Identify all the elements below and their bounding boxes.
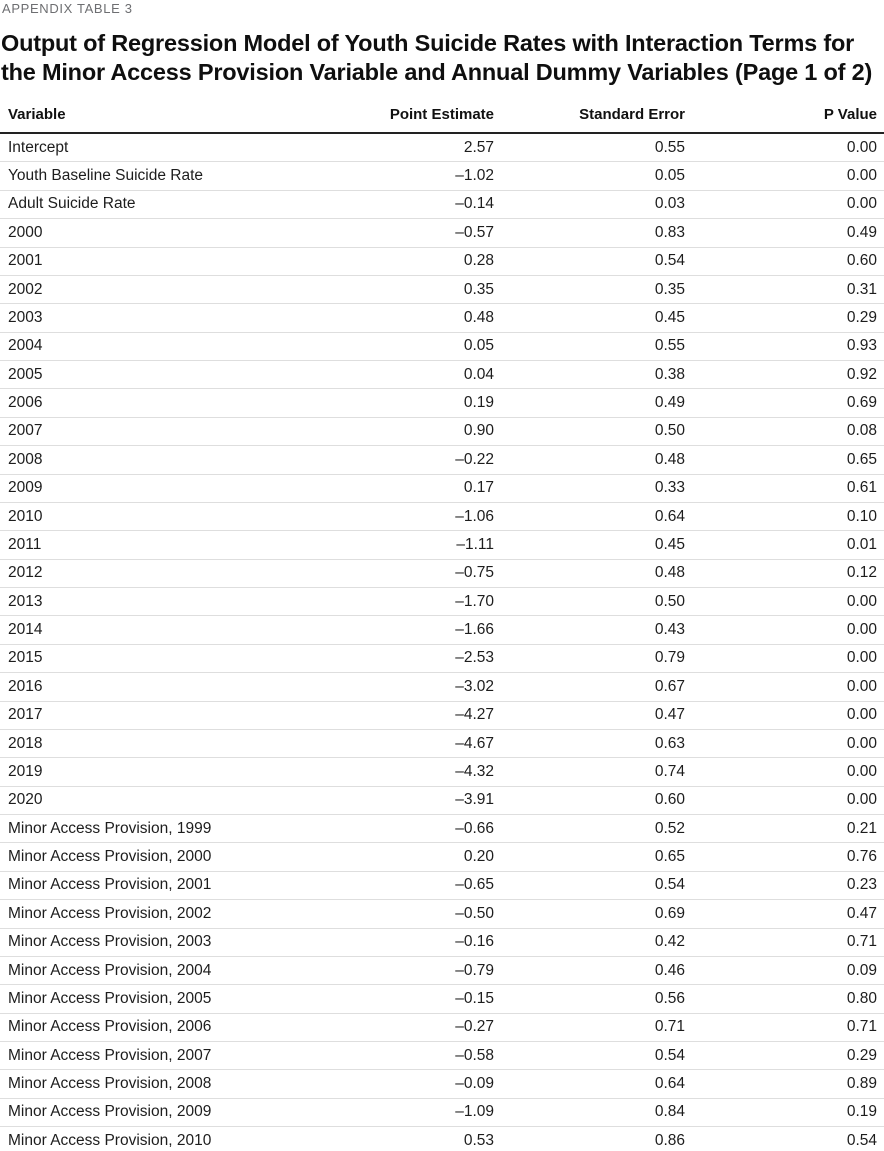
- p-value-cell: 0.00: [685, 190, 884, 218]
- standard-error-cell: 0.54: [494, 1042, 685, 1070]
- variable-cell: Minor Access Provision, 2003: [0, 928, 300, 956]
- point-estimate-cell: –0.22: [300, 446, 494, 474]
- p-value-cell: 0.00: [685, 616, 884, 644]
- standard-error-cell: 0.45: [494, 304, 685, 332]
- variable-cell: Adult Suicide Rate: [0, 190, 300, 218]
- p-value-cell: 0.61: [685, 474, 884, 502]
- standard-error-cell: 0.67: [494, 673, 685, 701]
- standard-error-cell: 0.48: [494, 559, 685, 587]
- p-value-cell: 0.09: [685, 956, 884, 984]
- table-header: [0, 103, 884, 133]
- variable-cell: Minor Access Provision, 1999: [0, 815, 300, 843]
- p-value-cell: 0.12: [685, 559, 884, 587]
- standard-error-cell: 0.64: [494, 1070, 685, 1098]
- p-value-cell: 0.10: [685, 502, 884, 530]
- appendix-label: APPENDIX TABLE 3: [2, 1, 133, 16]
- p-value-cell: 0.00: [685, 758, 884, 786]
- table-row: [0, 843, 884, 871]
- table-row: [0, 729, 884, 757]
- point-estimate-cell: –0.16: [300, 928, 494, 956]
- point-estimate-cell: –3.91: [300, 786, 494, 814]
- variable-cell: 2018: [0, 729, 300, 757]
- point-estimate-cell: –1.66: [300, 616, 494, 644]
- table-row: [0, 304, 884, 332]
- standard-error-cell: 0.49: [494, 389, 685, 417]
- p-value-cell: 0.71: [685, 1013, 884, 1041]
- variable-cell: 2014: [0, 616, 300, 644]
- point-estimate-cell: 0.90: [300, 417, 494, 445]
- table-row: [0, 1013, 884, 1041]
- variable-cell: 2009: [0, 474, 300, 502]
- table-body: [0, 133, 884, 1151]
- point-estimate-cell: 0.04: [300, 361, 494, 389]
- standard-error-cell: 0.56: [494, 985, 685, 1013]
- variable-cell: 2005: [0, 361, 300, 389]
- column-header-p-value: P Value: [685, 103, 884, 133]
- variable-cell: 2020: [0, 786, 300, 814]
- standard-error-cell: 0.50: [494, 417, 685, 445]
- regression-results-table: [0, 103, 884, 1151]
- column-header-standard-error: Standard Error: [494, 103, 685, 133]
- point-estimate-cell: –1.02: [300, 162, 494, 190]
- variable-cell: 2011: [0, 531, 300, 559]
- standard-error-cell: 0.54: [494, 247, 685, 275]
- p-value-cell: 0.08: [685, 417, 884, 445]
- point-estimate-cell: 0.53: [300, 1127, 494, 1151]
- p-value-cell: 0.29: [685, 304, 884, 332]
- p-value-cell: 0.00: [685, 729, 884, 757]
- table-row: [0, 361, 884, 389]
- p-value-cell: 0.65: [685, 446, 884, 474]
- table-row: [0, 1070, 884, 1098]
- p-value-cell: 0.01: [685, 531, 884, 559]
- p-value-cell: 0.00: [685, 644, 884, 672]
- variable-cell: 2000: [0, 219, 300, 247]
- table-row: [0, 162, 884, 190]
- point-estimate-cell: 0.05: [300, 332, 494, 360]
- variable-cell: 2007: [0, 417, 300, 445]
- point-estimate-cell: –0.66: [300, 815, 494, 843]
- table-row: [0, 1127, 884, 1151]
- table-row: [0, 616, 884, 644]
- p-value-cell: 0.69: [685, 389, 884, 417]
- table-row: [0, 985, 884, 1013]
- variable-cell: Minor Access Provision, 2008: [0, 1070, 300, 1098]
- standard-error-cell: 0.48: [494, 446, 685, 474]
- standard-error-cell: 0.46: [494, 956, 685, 984]
- variable-cell: Minor Access Provision, 2000: [0, 843, 300, 871]
- column-header-point-estimate: Point Estimate: [300, 103, 494, 133]
- standard-error-cell: 0.42: [494, 928, 685, 956]
- standard-error-cell: 0.35: [494, 275, 685, 303]
- table-row: [0, 900, 884, 928]
- standard-error-cell: 0.38: [494, 361, 685, 389]
- point-estimate-cell: –0.15: [300, 985, 494, 1013]
- variable-cell: Minor Access Provision, 2007: [0, 1042, 300, 1070]
- p-value-cell: 0.19: [685, 1098, 884, 1126]
- point-estimate-cell: 0.35: [300, 275, 494, 303]
- point-estimate-cell: 0.17: [300, 474, 494, 502]
- variable-cell: Minor Access Provision, 2002: [0, 900, 300, 928]
- variable-cell: Minor Access Provision, 2001: [0, 871, 300, 899]
- standard-error-cell: 0.52: [494, 815, 685, 843]
- table-row: [0, 417, 884, 445]
- point-estimate-cell: –1.06: [300, 502, 494, 530]
- table-row: [0, 928, 884, 956]
- table-row: [0, 531, 884, 559]
- table-row: [0, 1042, 884, 1070]
- standard-error-cell: 0.64: [494, 502, 685, 530]
- variable-cell: 2001: [0, 247, 300, 275]
- point-estimate-cell: –1.11: [300, 531, 494, 559]
- p-value-cell: 0.00: [685, 588, 884, 616]
- table-title-line-1: Output of Regression Model of Youth Suicide Rates with Interaction Terms for: [1, 30, 855, 56]
- variable-cell: 2016: [0, 673, 300, 701]
- variable-cell: Minor Access Provision, 2009: [0, 1098, 300, 1126]
- table-header-row: [0, 103, 884, 133]
- p-value-cell: 0.80: [685, 985, 884, 1013]
- p-value-cell: 0.31: [685, 275, 884, 303]
- variable-cell: 2002: [0, 275, 300, 303]
- variable-cell: Minor Access Provision, 2004: [0, 956, 300, 984]
- table-title: [0, 29, 884, 87]
- table-row: [0, 474, 884, 502]
- point-estimate-cell: –0.58: [300, 1042, 494, 1070]
- table-row: [0, 1098, 884, 1126]
- point-estimate-cell: –4.27: [300, 701, 494, 729]
- point-estimate-cell: 0.20: [300, 843, 494, 871]
- variable-cell: Minor Access Provision, 2010: [0, 1127, 300, 1151]
- standard-error-cell: 0.54: [494, 871, 685, 899]
- table-row: [0, 446, 884, 474]
- standard-error-cell: 0.63: [494, 729, 685, 757]
- variable-cell: 2010: [0, 502, 300, 530]
- p-value-cell: 0.49: [685, 219, 884, 247]
- point-estimate-cell: –0.14: [300, 190, 494, 218]
- point-estimate-cell: –4.32: [300, 758, 494, 786]
- table-row: [0, 502, 884, 530]
- p-value-cell: 0.00: [685, 786, 884, 814]
- p-value-cell: 0.29: [685, 1042, 884, 1070]
- standard-error-cell: 0.43: [494, 616, 685, 644]
- point-estimate-cell: –2.53: [300, 644, 494, 672]
- p-value-cell: 0.92: [685, 361, 884, 389]
- standard-error-cell: 0.47: [494, 701, 685, 729]
- table-title-line-2: the Minor Access Provision Variable and Annual Dummy Variables (Page 1 of 2): [1, 59, 873, 85]
- variable-cell: 2004: [0, 332, 300, 360]
- point-estimate-cell: 0.19: [300, 389, 494, 417]
- variable-cell: 2008: [0, 446, 300, 474]
- table-row: [0, 644, 884, 672]
- standard-error-cell: 0.50: [494, 588, 685, 616]
- standard-error-cell: 0.03: [494, 190, 685, 218]
- table-row: [0, 815, 884, 843]
- point-estimate-cell: –0.79: [300, 956, 494, 984]
- point-estimate-cell: –0.65: [300, 871, 494, 899]
- p-value-cell: 0.23: [685, 871, 884, 899]
- standard-error-cell: 0.05: [494, 162, 685, 190]
- table-row: [0, 559, 884, 587]
- p-value-cell: 0.47: [685, 900, 884, 928]
- p-value-cell: 0.89: [685, 1070, 884, 1098]
- variable-cell: Minor Access Provision, 2006: [0, 1013, 300, 1041]
- point-estimate-cell: –0.27: [300, 1013, 494, 1041]
- p-value-cell: 0.60: [685, 247, 884, 275]
- variable-cell: Youth Baseline Suicide Rate: [0, 162, 300, 190]
- table-row: [0, 701, 884, 729]
- table-row: [0, 219, 884, 247]
- point-estimate-cell: –1.09: [300, 1098, 494, 1126]
- standard-error-cell: 0.79: [494, 644, 685, 672]
- point-estimate-cell: –3.02: [300, 673, 494, 701]
- variable-cell: Intercept: [0, 133, 300, 162]
- column-header-variable: Variable: [0, 103, 300, 133]
- variable-cell: 2003: [0, 304, 300, 332]
- point-estimate-cell: 0.48: [300, 304, 494, 332]
- table-row: [0, 673, 884, 701]
- p-value-cell: 0.54: [685, 1127, 884, 1151]
- standard-error-cell: 0.84: [494, 1098, 685, 1126]
- variable-cell: 2012: [0, 559, 300, 587]
- table-row: [0, 786, 884, 814]
- point-estimate-cell: –0.09: [300, 1070, 494, 1098]
- standard-error-cell: 0.83: [494, 219, 685, 247]
- table-row: [0, 332, 884, 360]
- variable-cell: 2015: [0, 644, 300, 672]
- p-value-cell: 0.71: [685, 928, 884, 956]
- p-value-cell: 0.93: [685, 332, 884, 360]
- p-value-cell: 0.76: [685, 843, 884, 871]
- point-estimate-cell: 0.28: [300, 247, 494, 275]
- standard-error-cell: 0.45: [494, 531, 685, 559]
- standard-error-cell: 0.60: [494, 786, 685, 814]
- point-estimate-cell: –0.57: [300, 219, 494, 247]
- variable-cell: 2006: [0, 389, 300, 417]
- standard-error-cell: 0.55: [494, 133, 685, 162]
- table-row: [0, 247, 884, 275]
- standard-error-cell: 0.69: [494, 900, 685, 928]
- table-row: [0, 588, 884, 616]
- standard-error-cell: 0.55: [494, 332, 685, 360]
- p-value-cell: 0.00: [685, 162, 884, 190]
- table-row: [0, 956, 884, 984]
- variable-cell: Minor Access Provision, 2005: [0, 985, 300, 1013]
- point-estimate-cell: –0.75: [300, 559, 494, 587]
- p-value-cell: 0.00: [685, 673, 884, 701]
- p-value-cell: 0.21: [685, 815, 884, 843]
- table-row: [0, 389, 884, 417]
- table-row: [0, 133, 884, 162]
- point-estimate-cell: 2.57: [300, 133, 494, 162]
- table-row: [0, 758, 884, 786]
- point-estimate-cell: –4.67: [300, 729, 494, 757]
- variable-cell: 2019: [0, 758, 300, 786]
- standard-error-cell: 0.33: [494, 474, 685, 502]
- standard-error-cell: 0.74: [494, 758, 685, 786]
- table-row: [0, 275, 884, 303]
- p-value-cell: 0.00: [685, 701, 884, 729]
- point-estimate-cell: –1.70: [300, 588, 494, 616]
- point-estimate-cell: –0.50: [300, 900, 494, 928]
- variable-cell: 2013: [0, 588, 300, 616]
- table-row: [0, 871, 884, 899]
- standard-error-cell: 0.71: [494, 1013, 685, 1041]
- variable-cell: 2017: [0, 701, 300, 729]
- table-row: [0, 190, 884, 218]
- standard-error-cell: 0.65: [494, 843, 685, 871]
- standard-error-cell: 0.86: [494, 1127, 685, 1151]
- p-value-cell: 0.00: [685, 133, 884, 162]
